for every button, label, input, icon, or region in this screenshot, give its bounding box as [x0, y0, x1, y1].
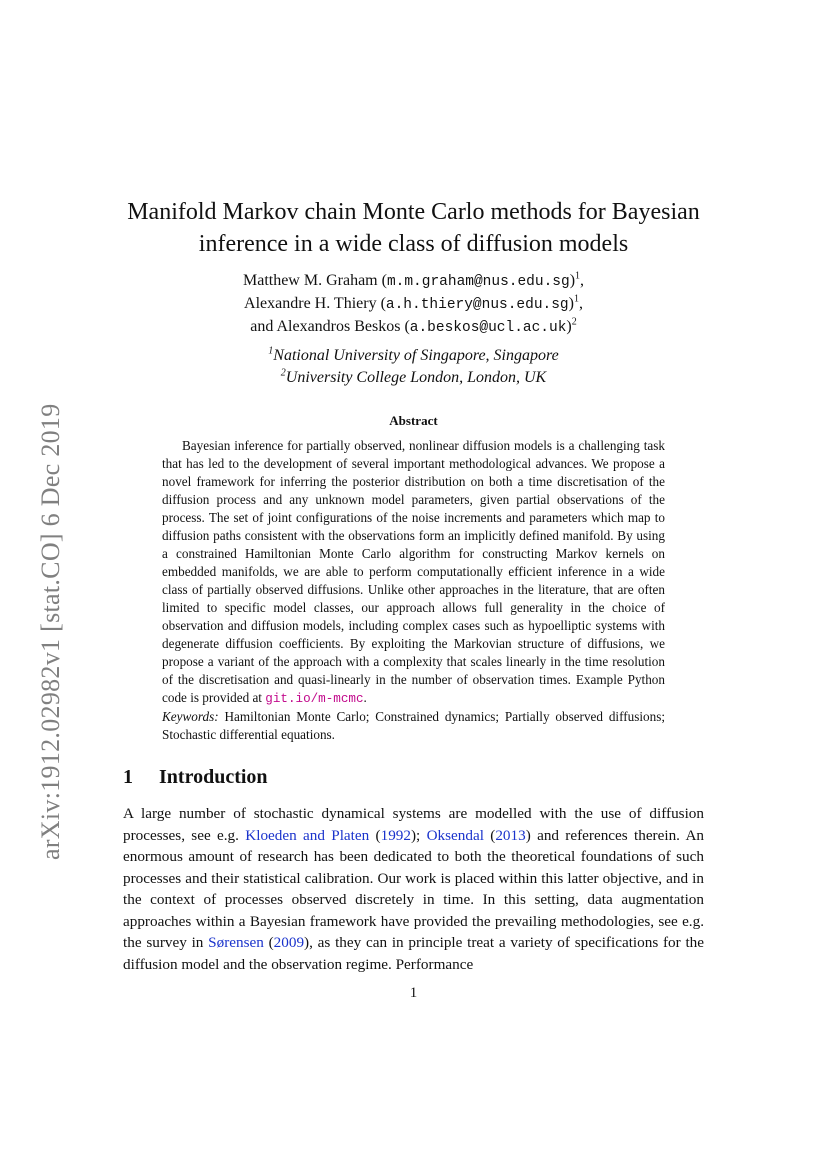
code-link[interactable]: git.io/m-mcmc: [265, 692, 364, 706]
author-entry: Alexandre H. Thiery (a.h.thiery@nus.edu.sg)$^1$,: [244, 293, 583, 313]
affiliation-text: National University of Singapore, Singapore: [273, 347, 559, 364]
affiliation-text: University College London, London, UK: [285, 369, 547, 386]
author-entry: Matthew M. Graham (m.m.graham@nus.edu.sg)$^1$,: [242, 270, 585, 290]
author-name: Matthew M. Graham: [242, 272, 378, 289]
intro-text: (: [369, 826, 381, 844]
author-email: a.beskos@ucl.ac.uk: [409, 320, 567, 336]
abstract-body: [162, 437, 665, 708]
paper-title: [100, 196, 727, 260]
intro-text: ) and references therein. An enormous amount of research has been dedicated to both the theoretical foundations of such processes and their statistical calibration. Our work is placed within this latter objective, and in the context of processes observed discretely in time. In this setting, data augmentation approaches within a Bayesian framework have provided the prevailing methodologies, see e.g. the survey in: [123, 826, 705, 951]
citation-link[interactable]: Oksendal: [426, 826, 484, 844]
abstract-heading: Abstract: [389, 413, 438, 428]
section-title: Introduction: [159, 766, 268, 788]
keywords-text: Hamiltonian Monte Carlo; Constrained dynamics; Partially observed diffusions; Stochastic differential equations.: [162, 709, 665, 742]
citation-link[interactable]: Sørensen: [208, 934, 264, 951]
citation-year-link[interactable]: 2013: [495, 826, 526, 844]
author-name: Alexandre H. Thiery: [244, 295, 377, 312]
page-number: 1: [409, 985, 418, 1001]
section-heading: [123, 766, 268, 789]
abstract-text: Bayesian inference for partially observed, nonlinear diffusion models is a challenging task that has led to the development of several important methodological advances. We propose a novel framework for inferring the posterior distribution on both a time discretisation of the diffusion process and any unknown model parameters, given partial observations of the process. The set of joint configurations of the noise increments and parameters which map to diffusion paths consistent with the observations form an implicitly defined manifold. By using a constrained Hamiltonian Monte Carlo algorithm for constructing Markov kernels on embedded manifolds, we are able to perform computationally efficient inference in a wide class of partially observed diffusions. Unlike other approaches in the literature, that are often limited to specific model classes, our approach allows full generality in the choice of observation and diffusion models, including complex cases such as hypoelliptic systems with degenerate diffusion coefficients. By exploiting the Markovian structure of diffusions, we propose a variant of the approach with a complexity that scales linearly in the time resolution of the discretisation and quasi-linearly in the number of observation times. Example Python code is provided at: [162, 438, 665, 705]
author-entry: and Alexandros Beskos (a.beskos@ucl.ac.uk)$^2$: [250, 316, 577, 336]
intro-text: A large number of stochastic dynamical systems are modelled with the use of diffusion processes, see e.g.: [123, 805, 704, 844]
author-email: m.m.graham@nus.edu.sg: [386, 274, 570, 290]
affiliation-number: 1: [268, 345, 274, 357]
intro-text: (: [263, 934, 274, 951]
intro-text: ), as they can in principle treat a variety of specifications for the diffusion model and the observation regime. Performance: [123, 934, 705, 973]
author-suffix: ,: [578, 295, 583, 312]
affiliation-entry: [100, 345, 727, 367]
abstract-end: .: [363, 690, 367, 705]
intro-text: (: [483, 826, 496, 844]
intro-paragraph: [123, 803, 704, 975]
author-email: a.h.thiery@nus.edu.sg: [385, 297, 569, 313]
author-list: [100, 270, 727, 339]
title-line-2: inference in a wide class of diffusion models: [198, 231, 629, 257]
affiliation-number: 2: [280, 367, 286, 379]
title-line-1: Manifold Markov chain Monte Carlo methods for Bayesian: [127, 199, 700, 225]
section-number: 1: [123, 766, 133, 788]
arxiv-identifier-stamp: arXiv:1912.02982v1 [stat.CO] 6 Dec 2019: [36, 403, 65, 860]
author-affil-mark: 1: [575, 270, 581, 282]
keywords-label: Keywords:: [162, 709, 219, 724]
citation-year-link[interactable]: 2009: [273, 934, 305, 951]
keywords: [162, 708, 665, 744]
author-suffix: ,: [580, 272, 585, 289]
author-prefix: and: [250, 318, 277, 335]
citation-link[interactable]: Kloeden and Platen: [245, 826, 370, 844]
affiliation-entry: [100, 367, 727, 389]
affiliation-list: [100, 345, 727, 389]
intro-text: );: [410, 826, 427, 844]
author-name: Alexandros Beskos: [276, 318, 401, 335]
citation-year-link[interactable]: 1992: [380, 826, 411, 844]
author-affil-mark: 1: [573, 293, 579, 305]
author-affil-mark: 2: [571, 316, 577, 328]
